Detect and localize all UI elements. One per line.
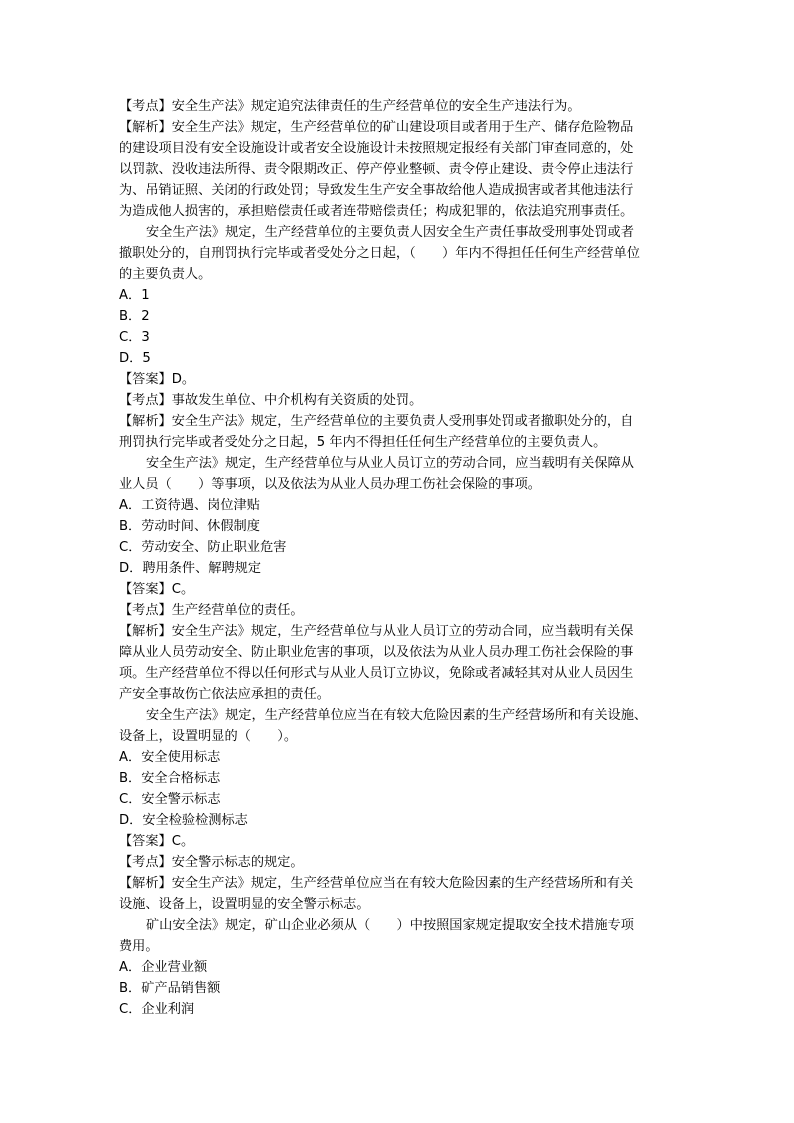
text-line: 【解析】安全生产法》规定，生产经营单位的主要负责人受刑事处罚或者撤职处分的，自 (119, 414, 634, 429)
option-line: C．劳动安全、防止职业危害 (119, 540, 287, 555)
answer-line: 【答案】C。 (119, 834, 195, 849)
option-line: B．2 (119, 309, 150, 324)
question-line: 矿山安全法》规定，矿山企业必须从（ ）中按照国家规定提取安全技术措施专项 (146, 918, 634, 933)
option-line: D．5 (119, 351, 151, 366)
text-line: 【考点】事故发生单位、中介机构有关资质的处罚。 (119, 393, 423, 408)
option-line: C．企业利润 (119, 1002, 195, 1017)
text-line: 【解析】安全生产法》规定，生产经营单位的矿山建设项目或者用于生产、储存危险物品 (119, 120, 634, 135)
text-line: 的主要负责人。 (119, 267, 212, 282)
option-line: B．劳动时间、休假制度 (119, 519, 260, 534)
document-body (119, 96, 679, 1020)
text-line: 【解析】安全生产法》规定，生产经营单位与从业人员订立的劳动合同，应当载明有关保 (119, 624, 634, 639)
text-line: 【考点】生产经营单位的责任。 (119, 603, 304, 618)
option-line: D．聘用条件、解聘规定 (119, 561, 262, 576)
text-line: 撤职处分的，自刑罚执行完毕或者受处分之日起，（ ）年内不得担任任何生产经营单位 (119, 246, 640, 261)
text-line: 【解析】安全生产法》规定，生产经营单位应当在有较大危险因素的生产经营场所和有关 (119, 876, 634, 891)
option-line: C．3 (119, 330, 150, 345)
option-line: A．1 (119, 288, 150, 303)
text-line: 以罚款、没收违法所得、责令限期改正、停产停业整顿、责令停止建设、责令停止违法行 (119, 162, 634, 177)
question-line: 安全生产法》规定，生产经营单位的主要负责人因安全生产责任事故受刑事处罚或者 (146, 225, 634, 240)
option-line: A．企业营业额 (119, 960, 208, 975)
text-line: 产安全事故伤亡依法应承担的责任。 (119, 687, 330, 702)
option-line: A．工资待遇、岗位津贴 (119, 498, 260, 513)
option-line: B．矿产品销售额 (119, 981, 221, 996)
text-line: 业人员（ ）等事项，以及依法为从业人员办理工伤社会保险的事项。 (119, 477, 541, 492)
answer-line: 【答案】C。 (119, 582, 195, 597)
text-line: 【考点】安全警示标志的规定。 (119, 855, 304, 870)
text-line: 为、吊销证照、关闭的行政处罚；导致发生生产安全事故给他人造成损害或者其他违法行 (119, 183, 634, 198)
text-line: 设备上，设置明显的（ ）。 (119, 729, 298, 744)
text-line: 设施、设备上，设置明显的安全警示标志。 (119, 897, 370, 912)
text-line: 为造成他人损害的，承担赔偿责任或者连带赔偿责任；构成犯罪的，依法追究刑事责任。 (119, 204, 634, 219)
option-line: A．安全使用标志 (119, 750, 221, 765)
text-line: 【考点】安全生产法》规定追究法律责任的生产经营单位的安全生产违法行为。 (119, 99, 581, 114)
text-line: 项。生产经营单位不得以任何形式与从业人员订立协议，免除或者减轻其对从业人员因生 (119, 666, 634, 681)
question-line: 安全生产法》规定，生产经营单位与从业人员订立的劳动合同，应当载明有关保障从 (146, 456, 634, 471)
text-line: 刑罚执行完毕或者受处分之日起，5 年内不得担任任何生产经营单位的主要负责人。 (119, 435, 607, 450)
text-line: 障从业人员劳动安全、防止职业危害的事项，以及依法为从业人员办理工伤社会保险的事 (119, 645, 634, 660)
text-line: 费用。 (119, 939, 159, 954)
option-line: B．安全合格标志 (119, 771, 221, 786)
question-line: 安全生产法》规定，生产经营单位应当在有较大危险因素的生产经营场所和有关设施、 (146, 708, 648, 723)
option-line: C．安全警示标志 (119, 792, 221, 807)
option-line: D．安全检验检测标志 (119, 813, 248, 828)
answer-line: 【答案】D。 (119, 372, 196, 387)
text-line: 的建设项目没有安全设施设计或者安全设施设计未按照规定报经有关部门审查同意的，处 (119, 141, 634, 156)
